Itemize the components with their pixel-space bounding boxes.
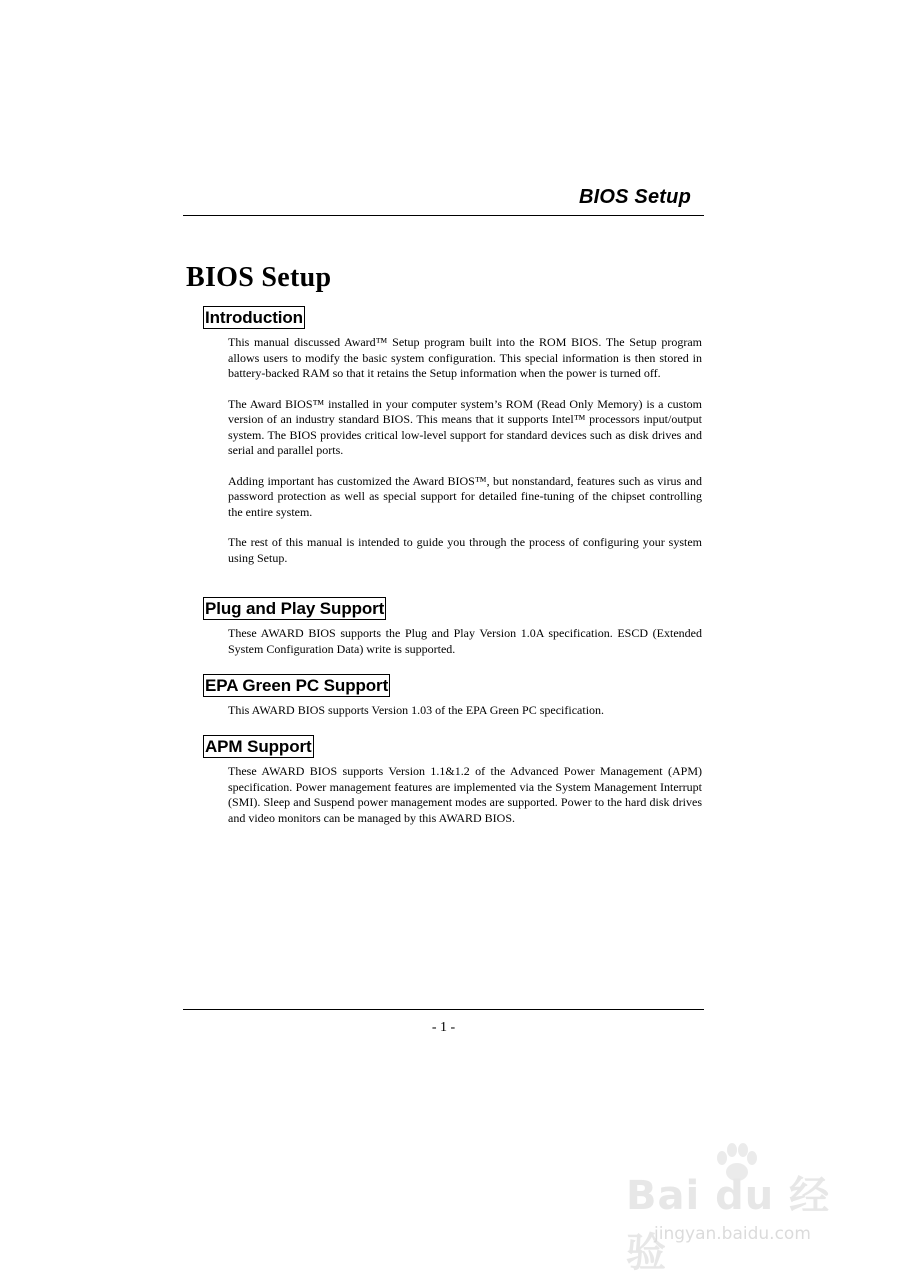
header-rule: [183, 215, 704, 216]
section-introduction: [203, 306, 703, 581]
section-plug-and-play: [203, 597, 703, 672]
section-epa-green-pc: [203, 674, 703, 734]
section-apm: [203, 735, 703, 841]
page-number: - 1 -: [431, 1020, 456, 1035]
watermark: [626, 1142, 856, 1276]
intro-paragraph: This manual discussed Award™ Setup program built into the ROM BIOS. The Setup program allows users to modify the basic system configuration. This special information is then stored in battery-backed RAM so that it retains the Setup information when the power is turned off.: [228, 335, 702, 380]
section-heading-apm: APM Support: [205, 737, 312, 756]
intro-paragraph: The Award BIOS™ installed in your computer system’s ROM (Read Only Memory) is a custom version of an industry standard BIOS. This means that it supports Intel™ processors input/output system. The BIOS provides critical low-level support for standard devices such as disk drives and serial and parallel ports.: [228, 396, 702, 457]
footer-rule: [183, 1009, 704, 1010]
epa-paragraph: This AWARD BIOS supports Version 1.03 of the EPA Green PC specification.: [228, 703, 605, 717]
section-heading-plug-and-play: Plug and Play Support: [205, 599, 385, 618]
section-heading-epa-green-pc: EPA Green PC Support: [205, 676, 389, 695]
intro-paragraph: Adding important has customized the Award BIOS™, but nonstandard, features such as virus and password protection as well as special support for detailed fine-tuning of the chipset controlling the entire system.: [228, 473, 702, 519]
running-header-title: BIOS Setup: [578, 186, 691, 208]
watermark-brand: Bai du 经验: [626, 1173, 831, 1276]
section-heading-introduction: Introduction: [205, 308, 303, 327]
apm-paragraph: These AWARD BIOS supports Version 1.1&1.2 of the Advanced Power Management (APM) specification. Power management features are implemented via the System Management Interrupt (SMI). Sleep and Suspend power management modes are supported. Power to the hard disk drives and video monitors can be managed by this AWARD BIOS.: [228, 764, 702, 825]
pnp-paragraph: These AWARD BIOS supports the Plug and Play Version 1.0A specification. ESCD (Extended System Configuration Data) write is supported.: [228, 626, 702, 656]
page-title: BIOS Setup: [186, 262, 332, 293]
intro-paragraph: The rest of this manual is intended to guide you through the process of configuring your system using Setup.: [228, 535, 702, 565]
watermark-site: jingyan.baidu.com: [654, 1224, 811, 1244]
